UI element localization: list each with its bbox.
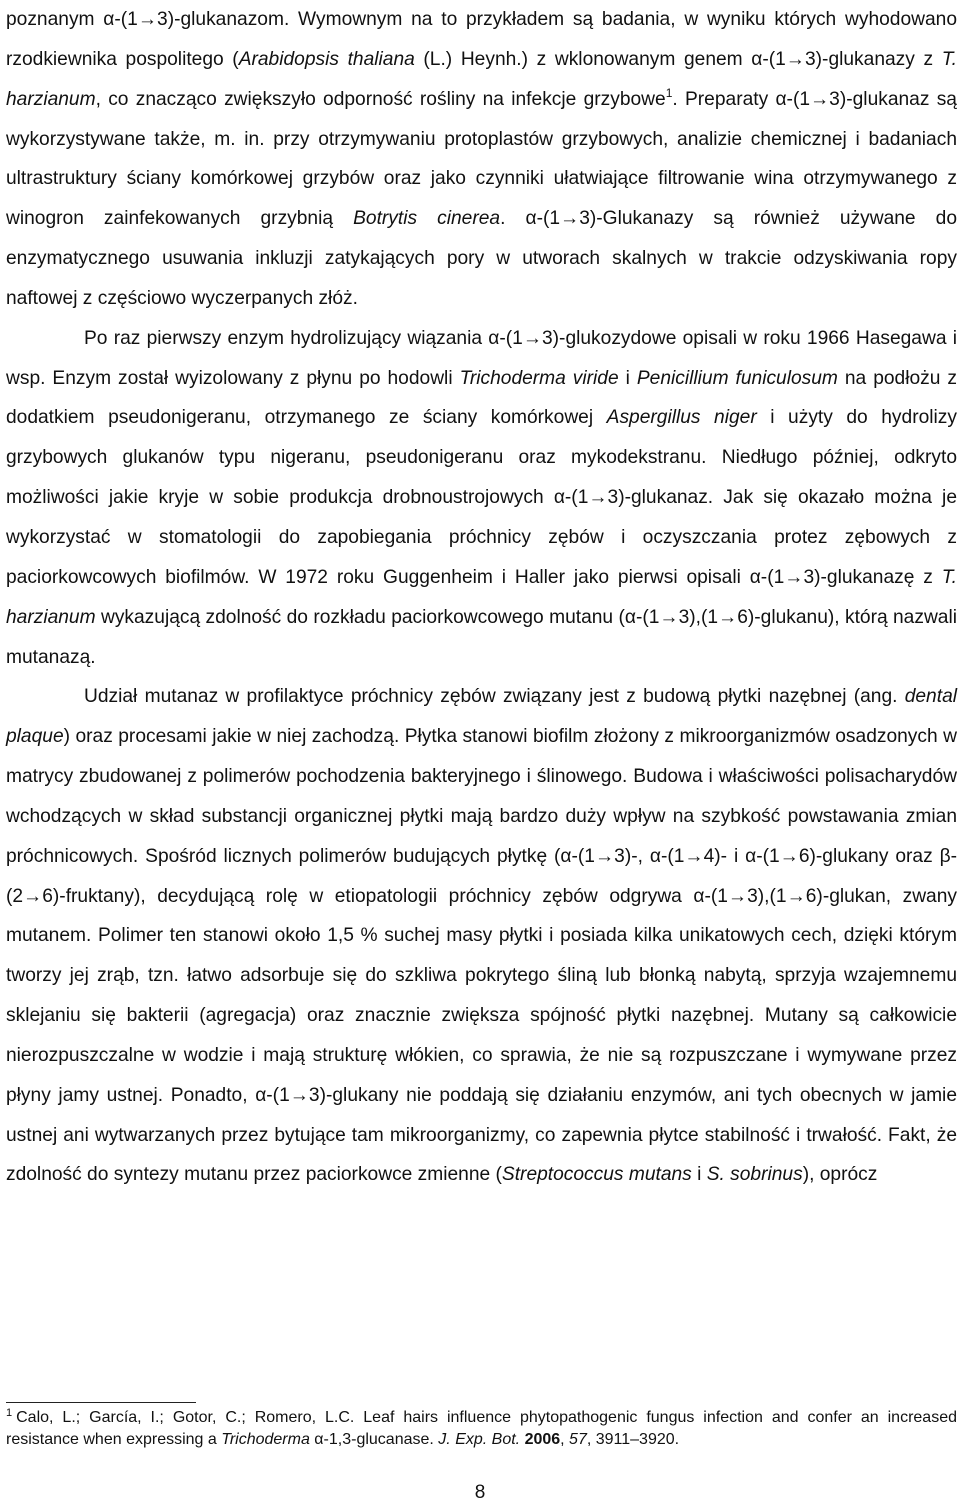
text-run: (L.) Heynh.) z wklonowanym genem α-(1→3)-glukanazy z	[414, 48, 942, 70]
citation-text: α-1,3-glucanase.	[309, 1431, 439, 1448]
species-name: T. harzianum	[6, 48, 957, 110]
footnote	[6, 1407, 957, 1451]
text-run: na podłożu z dodatkiem pseudonigeranu, otrzymanego ze ściany komórkowej	[6, 367, 957, 429]
text-run: , co znacząco zwiększyło odporność rośliny na infekcje grzybowe	[95, 88, 666, 110]
text-run: . Preparaty α-(1→3)-glukanaz są wykorzystywane także, m. in. przy otrzymywaniu protoplastów grzybowych, analizie chemicznej i badaniach ultrastruktury ściany komórkowej grzybów oraz jako czynniki ułatwiające filtrowanie wina otrzymywanego z winogron zainfekowanych grzybnią	[6, 88, 957, 230]
text-run: Po raz pierwszy enzym hydrolizujący wiązania α-(1→3)-glukozydowe opisali w roku 1966 Hasegawa i wsp. Enzym został wyizolowany z płynu po hodowli	[6, 327, 957, 389]
text-run: i	[691, 1164, 707, 1186]
paragraph-2	[6, 319, 957, 678]
footnote-reference[interactable]: 1	[665, 85, 673, 100]
species-name: Aspergillus niger	[606, 407, 757, 429]
text-run: poznanym α-(1→3)-glukanazom. Wymownym na to przykładem są badania, w wyniku których wyhodowano rzodkiewnika pospolitego (	[6, 9, 957, 70]
text-run: ), oprócz	[802, 1164, 878, 1186]
footnote-mark: 1	[6, 1407, 13, 1419]
species-name: T. harzianum	[6, 566, 957, 628]
english-term: dental plaque	[6, 686, 957, 748]
citation-text: Calo, L.; García, I.; Gotor, C.; Romero, L.C. Leaf hairs influence phytopathogenic fungus infection and confer an increased resistance when expressing a	[6, 1409, 957, 1448]
species-name: Botrytis cinerea	[353, 208, 501, 230]
species-name: Penicillium funiculosum	[636, 367, 838, 389]
paragraph-3	[6, 677, 957, 1195]
page-number: 8	[474, 1482, 486, 1503]
text-run: wykazującą zdolność do rozkładu paciorkowcowego mutanu (α-(1→3),(1→6)-glukanu), którą nazwali mutanazą.	[6, 606, 957, 668]
text-run: Udział mutanaz w profilaktyce próchnicy zębów związany jest z budową płytki nazębnej (ang.	[84, 686, 905, 708]
citation-journal: J. Exp. Bot.	[438, 1431, 521, 1448]
text-run: i	[618, 367, 637, 389]
paragraph-1	[6, 0, 957, 319]
species-name: Trichoderma viride	[459, 367, 619, 389]
text-run: i użyty do hydrolizy grzybowych glukanów typu nigeranu, pseudonigeranu oraz mykodekstranu. Niedługo później, odkryto możliwości jakie kryje w sobie produkcja drobnoustrojowych α-(1→3)-glukanaz. Jak się okazało można je wykorzystać w stomatologii do zapobiegania próchnicy zębów i oczyszczania protez zębowych z paciorkowcowych biofilmów. W 1972 roku Guggenheim i Haller jako pierwsi opisali α-(1→3)-glukanazę z	[6, 407, 957, 588]
footnote-separator	[6, 1402, 196, 1403]
species-name: Streptococcus mutans	[501, 1164, 692, 1186]
citation-pages: , 3911–3920.	[586, 1431, 680, 1448]
text-run: . α-(1→3)-Glukanazy są również używane do enzymatycznego usuwania inkluzji zatykających pory w utworach skalnych w trakcie odzyskiwania ropy naftowej z częściowo wyczerpanych złóż.	[6, 208, 958, 309]
citation-volume: 57	[569, 1431, 587, 1448]
species-name: S. sobrinus	[706, 1164, 803, 1186]
species-name: Arabidopsis thaliana	[238, 48, 415, 70]
citation-text: ,	[560, 1431, 570, 1448]
citation-genus: Trichoderma	[221, 1431, 310, 1448]
citation-year: 2006	[524, 1431, 561, 1448]
footnote-citation	[6, 1409, 957, 1448]
text-run: ) oraz procesami jakie w niej zachodzą. Płytka stanowi biofilm złożony z mikroorganizmów osadzonych w matrycy zbudowanej z polimerów pochodzenia bakteryjnego i ślinowego. Budowa i właściwości polisacharydów wchodzących w skład substancji organicznej płytki mają bardzo duży wpływ na szybkość powstawania zmian próchnicowych. Spośród licznych polimerów budujących płytkę (α-(1→3)-, α-(1→4)- i α-(1→6)-glukany oraz β-(2→6)-fruktany), decydującą rolę w etiopatologii próchnicy zębów odgrywa α-(1→3),(1→6)-glukan, zwany mutanem. Polimer ten stanowi około 1,5 % suchej masy płytki i posiada kilka unikatowych cech, dzięki którym tworzy jej zrąb, tzn. łatwo adsorbuje się do szkliwa pokrytego śliną lub błonką nabytą, sprzyja wzajemnemu sklejaniu się bakterii (agregacja) oraz znacznie zwiększa spójność płytki nazębnej. Mutany są całkowicie nierozpuszczalne w wodzie i mają strukturę włókien, co sprawia, że nie są rozpuszczane i wymywane przez płyny jamy ustnej. Ponadto, α-(1→3)-glukany nie poddają się działaniu enzymów, ani tych obecnych w jamie ustnej ani wytwarzanych przez bytujące tam mikroorganizmy, co zapewnia płytce stabilność i trwałość. Fakt, że zdolność do syntezy mutanu przez paciorkowce zmienne (	[6, 726, 957, 1186]
document-body	[6, 0, 957, 1195]
